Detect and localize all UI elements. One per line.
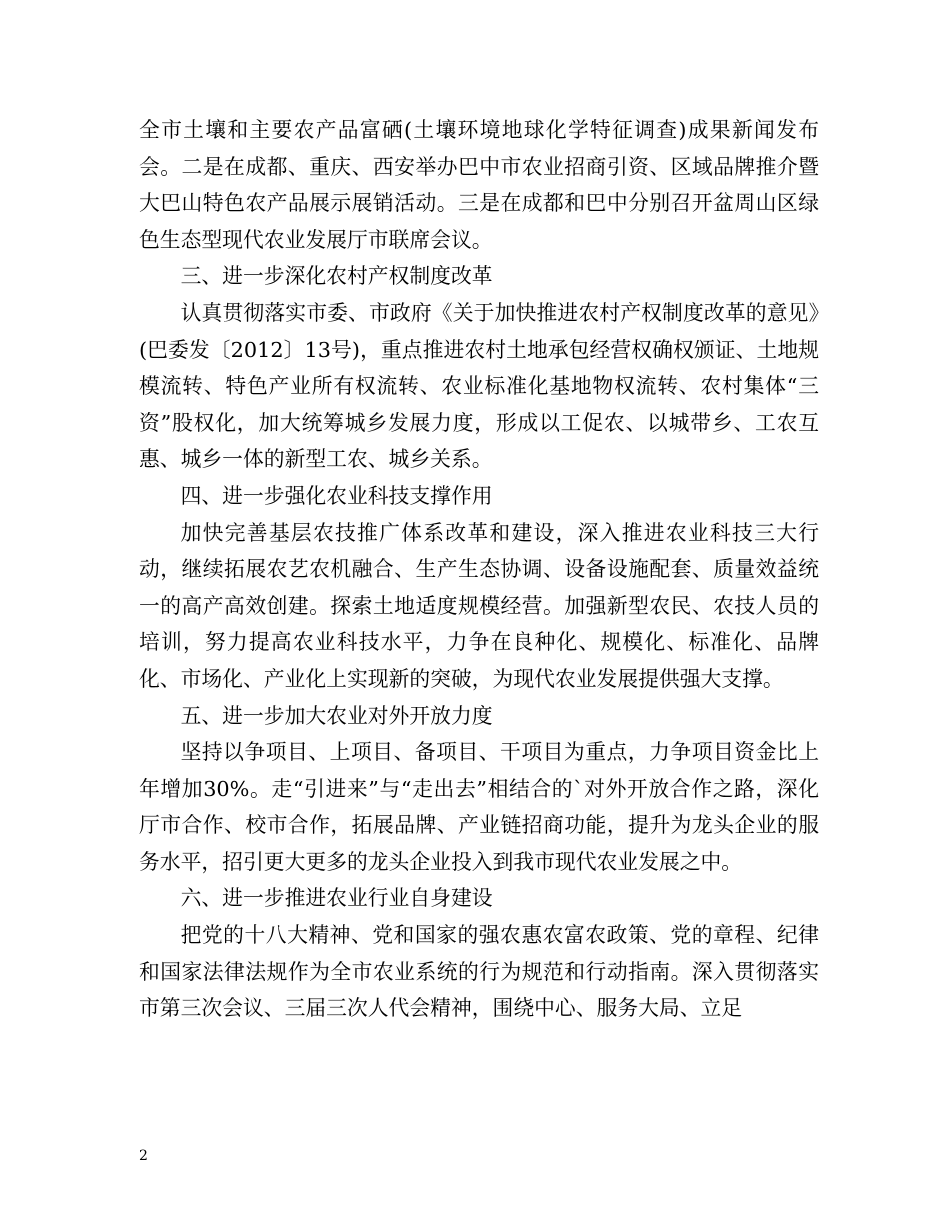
continuation-paragraph: 全市土壤和主要农产品富硒(土壤环境地球化学特征调查)成果新闻发布会。二是在成都、重庆、西安举办巴中市农业招商引资、区域品牌推介暨大巴山特色农产品展示展销活动。三是在成都和巴中分别召开盆周山区绿色生态型现代农业发展厅市联席会议。 [139, 118, 819, 252]
section-6-paragraph: 把党的十八大精神、党和国家的强农惠农富农政策、党的章程、纪律和国家法律法规作为全市农业系统的行为规范和行动指南。深入贯彻落实市第三次会议、三届三次人代会精神，围绕中心、服务大局、立足 [139, 923, 819, 1021]
section-5-paragraph: 坚持以争项目、上项目、备项目、干项目为重点，力争项目资金比上年增加30%。走“引进来”与“走出去”相结合的`对外开放合作之路，深化厅市合作、校市合作，拓展品牌、产业链招商功能，提升为龙头企业的服务水平，招引更大更多的龙头企业投入到我市现代农业发展之中。 [139, 740, 819, 874]
section-3-paragraph: 认真贯彻落实市委、市政府《关于加快推进农村产权制度改革的意见》(巴委发〔2012〕13号)，重点推进农村土地承包经营权确权颁证、土地规模流转、特色产业所有权流转、农业标准化基地物权流转、农村集体“三资”股权化，加大统筹城乡发展力度，形成以工促农、以城带乡、工农互惠、城乡一体的新型工农、城乡关系。 [139, 300, 819, 472]
section-heading-5: 五、进一步加大农业对外开放力度 [180, 703, 493, 728]
section-heading-4: 四、进一步强化农业科技支撑作用 [180, 483, 493, 508]
section-heading-3: 三、进一步深化农村产权制度改革 [180, 264, 493, 289]
section-heading-6: 六、进一步推进农业行业自身建设 [180, 886, 493, 911]
document-body [139, 112, 819, 1027]
page-number: 2 [139, 1148, 148, 1164]
section-4-paragraph: 加快完善基层农技推广体系改革和建设，深入推进农业科技三大行动，继续拓展农艺农机融合、生产生态协调、设备设施配套、质量效益统一的高产高效创建。探索土地适度规模经营。加强新型农民、农技人员的培训，努力提高农业科技水平，力争在良种化、规模化、标准化、品牌化、市场化、产业化上实现新的突破，为现代农业发展提供强大支撑。 [139, 520, 819, 691]
